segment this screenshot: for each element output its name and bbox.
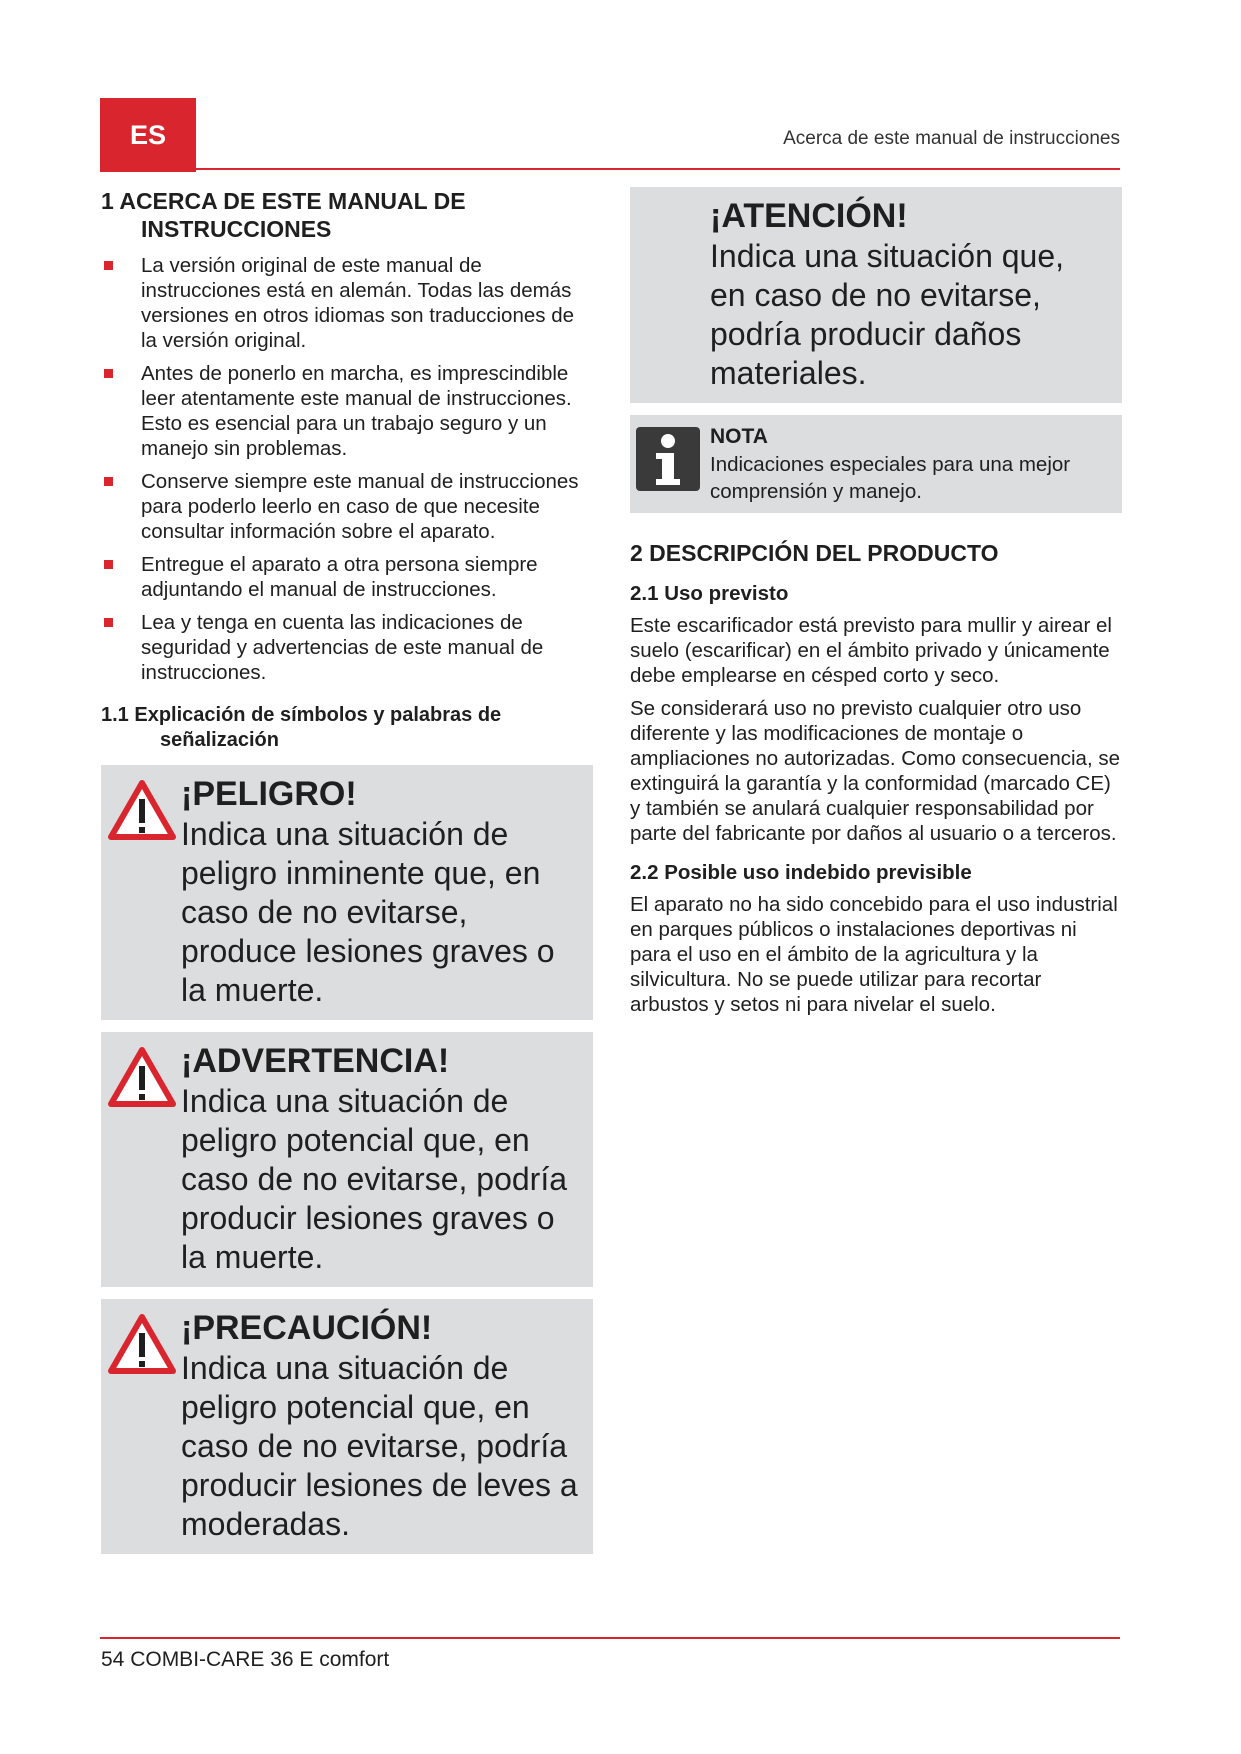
- list-item: [101, 361, 593, 461]
- section-2-heading: 2 DESCRIPCIÓN DEL PRODUCTO: [630, 540, 999, 566]
- subsection-2-2-heading: 2.2 Posible uso indebido previsible: [630, 861, 972, 884]
- warning-box: [101, 1032, 593, 1287]
- warning-text: Indica una situación de peligro potencial que, en caso de no evitarse, podría producir lesiones graves o la muerte.: [181, 1083, 568, 1275]
- attention-title: ¡ATENCIÓN!: [710, 197, 908, 235]
- list-item-text: Lea y tenga en cuenta las indicaciones de seguridad y advertencias de este manual de instrucciones.: [141, 611, 544, 684]
- footer-divider: [100, 1637, 1120, 1639]
- note-text: Indicaciones especiales para una mejor comprensión y manejo.: [710, 453, 1071, 503]
- note-box: [630, 415, 1122, 513]
- list-item-text: Entregue el aparato a otra persona siempre adjuntando el manual de instrucciones.: [141, 553, 538, 601]
- header-divider: [100, 168, 1120, 170]
- danger-title: ¡PELIGRO!: [181, 775, 357, 813]
- warning-title: ¡ADVERTENCIA!: [181, 1042, 450, 1080]
- bullet-list: [101, 253, 593, 685]
- caution-box: [101, 1299, 593, 1554]
- attention-text: Indica una situación que, en caso de no evitarse, podría producir daños materiales.: [710, 238, 1065, 391]
- section-1-heading: 1 ACERCA DE ESTE MANUAL DE INSTRUCCIONES: [101, 188, 466, 242]
- list-item-text: La versión original de este manual de instrucciones está en alemán. Todas las demás versiones en otros idiomas son traducciones de la versión original.: [141, 254, 575, 352]
- list-item-text: Antes de ponerlo en marcha, es imprescindible leer atentamente este manual de instrucciones. Esto es esencial para un trabajo seguro y un manejo sin problemas.: [141, 362, 572, 460]
- subsection-2-1-heading: 2.1 Uso previsto: [630, 582, 789, 605]
- list-item: [101, 552, 593, 602]
- info-icon: [636, 427, 700, 491]
- danger-text: Indica una situación de peligro inminente que, en caso de no evitarse, produce lesiones graves o la muerte.: [181, 816, 555, 1008]
- running-header-title: Acerca de este manual de instrucciones: [783, 128, 1120, 149]
- bullet-square-icon: [104, 369, 113, 378]
- left-column: [101, 187, 593, 1566]
- list-item: [101, 610, 593, 685]
- bullet-square-icon: [104, 560, 113, 569]
- warning-triangle-icon: [107, 1046, 177, 1108]
- caution-text: Indica una situación de peligro potencial que, en caso de no evitarse, podría producir lesiones de leves a moderadas.: [181, 1350, 578, 1542]
- intended-use-paragraph-2: Se considerará uso no previsto cualquier otro uso diferente y las modificaciones de montaje o ampliaciones no autorizadas. Como consecuencia, se extinguirá la garantía y la conformidad (marcado CE) y también se anulará cualquier responsabilidad por parte del fabricante por daños al usuario o a terceros.: [630, 697, 1120, 845]
- intended-use-paragraph-1: Este escarificador está previsto para mullir y airear el suelo (escarificar) en el ámbito privado y únicamente debe emplearse en césped corto y seco.: [630, 614, 1112, 687]
- subsection-1-1-heading: 1.1 Explicación de símbolos y palabras de señalización: [101, 704, 502, 751]
- attention-box: [630, 187, 1122, 403]
- bullet-square-icon: [104, 618, 113, 627]
- list-item: [101, 469, 593, 544]
- caution-title: ¡PRECAUCIÓN!: [181, 1309, 433, 1347]
- warning-triangle-icon: [107, 1313, 177, 1375]
- misuse-paragraph: El aparato no ha sido concebido para el uso industrial en parques públicos o instalaciones deportivas ni para el uso en el ámbito de la agricultura y la silvicultura. No se puede utilizar para recortar arbustos y setos ni para nivelar el suelo.: [630, 893, 1118, 1016]
- language-tab: ES: [100, 98, 196, 172]
- bullet-square-icon: [104, 477, 113, 486]
- page-footer: 54 COMBI-CARE 36 E comfort: [101, 1648, 390, 1671]
- list-item: [101, 253, 593, 353]
- note-title: NOTA: [710, 425, 768, 448]
- list-item-text: Conserve siempre este manual de instrucciones para poderlo leerlo en caso de que necesite consultar información sobre el aparato.: [141, 470, 579, 543]
- bullet-square-icon: [104, 261, 113, 270]
- right-column: [630, 187, 1122, 1025]
- warning-triangle-icon: [107, 779, 177, 841]
- danger-box: [101, 765, 593, 1020]
